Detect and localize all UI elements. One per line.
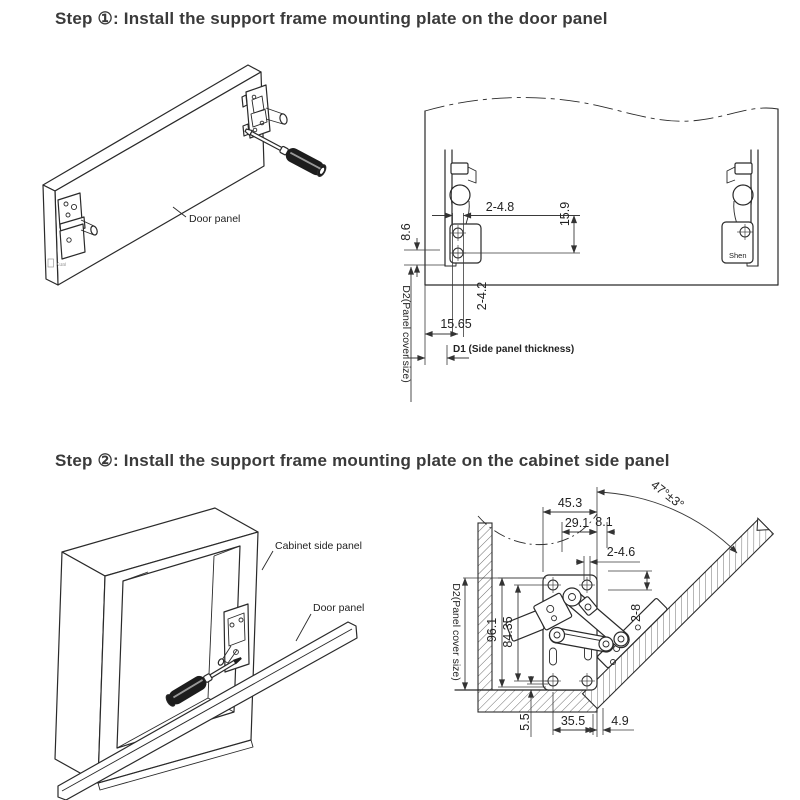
- dim-d1-label: D1 (Side panel thickness): [453, 344, 575, 355]
- dim-opening-angle: 47°±3°: [648, 477, 687, 512]
- dim-hole-height: 84.35: [501, 616, 515, 648]
- cabinet-panel-label: Cabinet side panel: [275, 540, 362, 552]
- dim-bottom-holes: 2-4.2: [475, 281, 489, 311]
- dim-d2-label-2: D2(Panel cover size): [450, 583, 462, 681]
- step1-drawing: [399, 98, 778, 402]
- door-panel-label: Door panel: [189, 213, 241, 225]
- step2-illustration: [55, 508, 364, 800]
- step2-drawing: [450, 478, 773, 737]
- dim-slot-holes: 2-8: [629, 603, 643, 623]
- cabinet-leader: [262, 551, 273, 570]
- dim-pivot-height: 15.9: [558, 201, 572, 227]
- door-leader: [296, 614, 311, 641]
- watermark-text: Kuai: [56, 262, 67, 268]
- plate-marking: Shen: [729, 251, 747, 260]
- dim-edge-offset: 8.6: [399, 223, 413, 241]
- dim-bottom-offset: 5.5: [518, 713, 532, 731]
- dim-top-holes: 2-4.8: [485, 200, 515, 214]
- dim-hole-inset: 15.65: [440, 317, 472, 331]
- dim-plate-height: 96.1: [485, 617, 499, 643]
- door-panel-label-2: Door panel: [313, 602, 365, 614]
- dim-d2-label: D2(Panel cover size): [400, 285, 412, 383]
- dim-door-gap: 8.1: [595, 515, 613, 529]
- step2-title: Step ②: Install the support frame mounting plate on the cabinet side panel: [55, 451, 670, 470]
- step1-title: Step ①: Install the support frame mounting plate on the door panel: [55, 9, 608, 28]
- dim-hole-pitch: 35.5: [560, 714, 586, 728]
- dim-plate-width: 45.3: [557, 496, 583, 510]
- step1-illustration: [43, 65, 328, 285]
- dim-corner-gap: 4.9: [611, 714, 629, 728]
- step1-dimensions: [399, 200, 580, 402]
- hinge-section-right: [722, 150, 758, 266]
- dim-round-holes: 2-4.6: [606, 545, 636, 559]
- hinge-section-left: [445, 150, 481, 266]
- dim-hole-span: 29.1: [564, 516, 590, 530]
